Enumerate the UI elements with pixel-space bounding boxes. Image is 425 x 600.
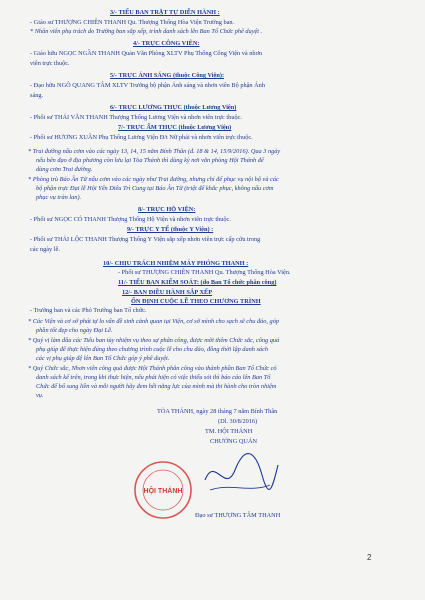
text-line: nếu bên đạo ở địa phương còn lưu lại Tòa Thánh thì dùng kỳ nơi văn phòng Hội Thánh để — [36, 157, 264, 164]
text-line: * Nhân viên phụ trách do Trưởng ban sắp xếp, trình danh sách lên Ban Tổ Chức phê duyệt . — [30, 28, 263, 35]
seal-text: HỘI THÁNH — [143, 488, 183, 495]
text-line: - Phối sư THÁI LỘC THANH Thượng Thống Y Viện sắp xếp nhơn viên trực cấp cứu trong — [30, 236, 261, 243]
text-line: Đạo sư THƯỢNG TÂM THANH — [195, 512, 281, 519]
signature — [200, 445, 280, 500]
text-line: 12/- BAN ĐIỀU HÀNH SẮP XẾP — [122, 289, 213, 296]
text-line: * Các Viện và cơ sở phát tự lo vấn đề sinh cảnh quan tại Viện, cơ sở mình cho sạch sẽ chu đáo, góp — [28, 318, 279, 325]
text-line: * Quý Chức sắc, Nhơn viên công quả được Hội Thánh phân công vào thành phần Ban Tổ Chức có — [28, 365, 277, 372]
hoi-thanh-seal-stamp — [133, 460, 193, 520]
text-line: sáng. — [30, 92, 44, 99]
text-line: ỔN ĐỊNH CUỘC LỄ THEO CHƯƠNG TRÌNH — [131, 298, 261, 305]
text-line: - Phối sư HƯƠNG XUÂN Phụ Thống Lương Viện Đ/t Nữ phái và nhơn viên trực thuộc. — [30, 134, 253, 141]
text-line: 4/- TRỰC CÔNG VIÊN: — [133, 40, 200, 47]
page-number: 2 — [367, 553, 372, 562]
text-line: 11/- TIỂU BAN KIỂM SOÁT: (do Ban Tổ chức phân công) — [118, 279, 277, 286]
text-line: * Quý vị làm đầu các Tiểu ban tùy nhiệm vụ theo sự phân công, được mời thêm Chức sắc, công quả — [28, 337, 280, 344]
text-line: các ngày lễ. — [30, 246, 60, 253]
text-line: (Dl. 30/8/2016) — [218, 418, 258, 425]
text-line: * Trai đường nấu cơm vào các ngày 13, 14, 15 năm Bính Thân (đ. 18 & 14, 15/9/2016). Qua 3 ngày — [28, 148, 281, 155]
text-line: - Giáo sư THƯỢNG CHIÊN THANH Qu. Thượng Thống Hòa Viện Trưởng ban. — [30, 19, 235, 26]
text-line: - Đạo hữu NGÔ QUANG TÂM XLTV Trưởng bộ phận Ánh sáng và nhơn viên Bộ phận Ánh — [30, 82, 265, 89]
text-line: - Trưởng ban và các Phó Trưởng ban Tổ chức. — [30, 307, 147, 314]
text-line: danh sách kể trên, trong khi thực hiện, nếu phát hiện có việc thiếu sót thì báo cáo lên Ban Tổ — [36, 374, 271, 381]
text-line: 10/- CHỊU TRÁCH NHIỆM MÁY PHÓNG THANH : — [103, 260, 249, 267]
text-line: vụ. — [36, 392, 44, 399]
text-line: các vị phụ giúp đệ lên Ban Tổ Chức góp ý phê duyệt. — [36, 355, 170, 362]
text-line: Chức để bổ sung liền và mỗi người hãy đem hết năng lực của mình mà thi hành cho tròn nhiệm — [36, 383, 277, 390]
text-line: 3/- TIỂU BAN TRẬT TỰ DIỄN HÀNH : — [110, 9, 220, 16]
text-line: phục vụ tràn lan). — [36, 194, 82, 201]
text-line: 7/- TRỰC ẨM THỰC (thuộc Lương Viện) — [118, 124, 232, 131]
text-line: 6/- TRỰC LƯƠNG THỰC (thuộc Lương Viện) — [110, 104, 237, 111]
text-line: viên trực thuộc. — [30, 60, 70, 67]
text-line: * Phòng trù Báo Ân Từ nấu cơm vào các ngày như Trai đường, nhưng chỉ để phục vụ nội bộ và các — [28, 176, 279, 183]
text-line: 5/- TRỰC ÁNH SÁNG (thuộc Công Viện): — [110, 72, 225, 79]
text-line: bộ phận trực Đại lễ Hội Yến Diêu Trì Cung tại Báo Ân Từ (triệt để khắc phục, không nấu cơm — [36, 185, 274, 192]
text-line: 8/- TRỰC HỘ VIỆN: — [138, 206, 196, 213]
text-line: - Phối sư THƯỢNG CHIÊN THANH Qu. Thượng Thống Hòa Viện. — [118, 269, 291, 276]
text-line: - Giáo hữu NGỌC NGẦN THANH Quản Văn Phòng XLTV Phụ Thống Công Viện và nhơn — [30, 50, 263, 57]
text-line: 9/- TRỰC Y TẾ (thuộc Y Viện) : — [127, 226, 214, 233]
text-line: dùng cơm Trai đường. — [36, 166, 93, 173]
text-line: CHƯỞNG QUẢN — [210, 438, 258, 445]
text-line: phần tốt đẹp cho ngày Đại Lễ. — [36, 327, 113, 334]
text-line: - Phối sư THÁI VĂN THANH Thượng Thống Lương Viện và nhơn viên trực thuộc. — [30, 114, 242, 121]
text-line: TÒA THÁNH, ngày 28 tháng 7 năm Bính Thân — [157, 408, 278, 415]
text-line: phụ giúp để thực hiện đúng theo chương trình cuộc lễ cho chu đáo, đồng thời lập danh sách — [36, 346, 269, 353]
text-line: - Phối sư NGỌC CÓ THANH Thượng Thống Hộ Viện và nhơn viên trực thuộc. — [30, 216, 231, 223]
text-line: TM. HỘI THÁNH — [205, 428, 253, 435]
